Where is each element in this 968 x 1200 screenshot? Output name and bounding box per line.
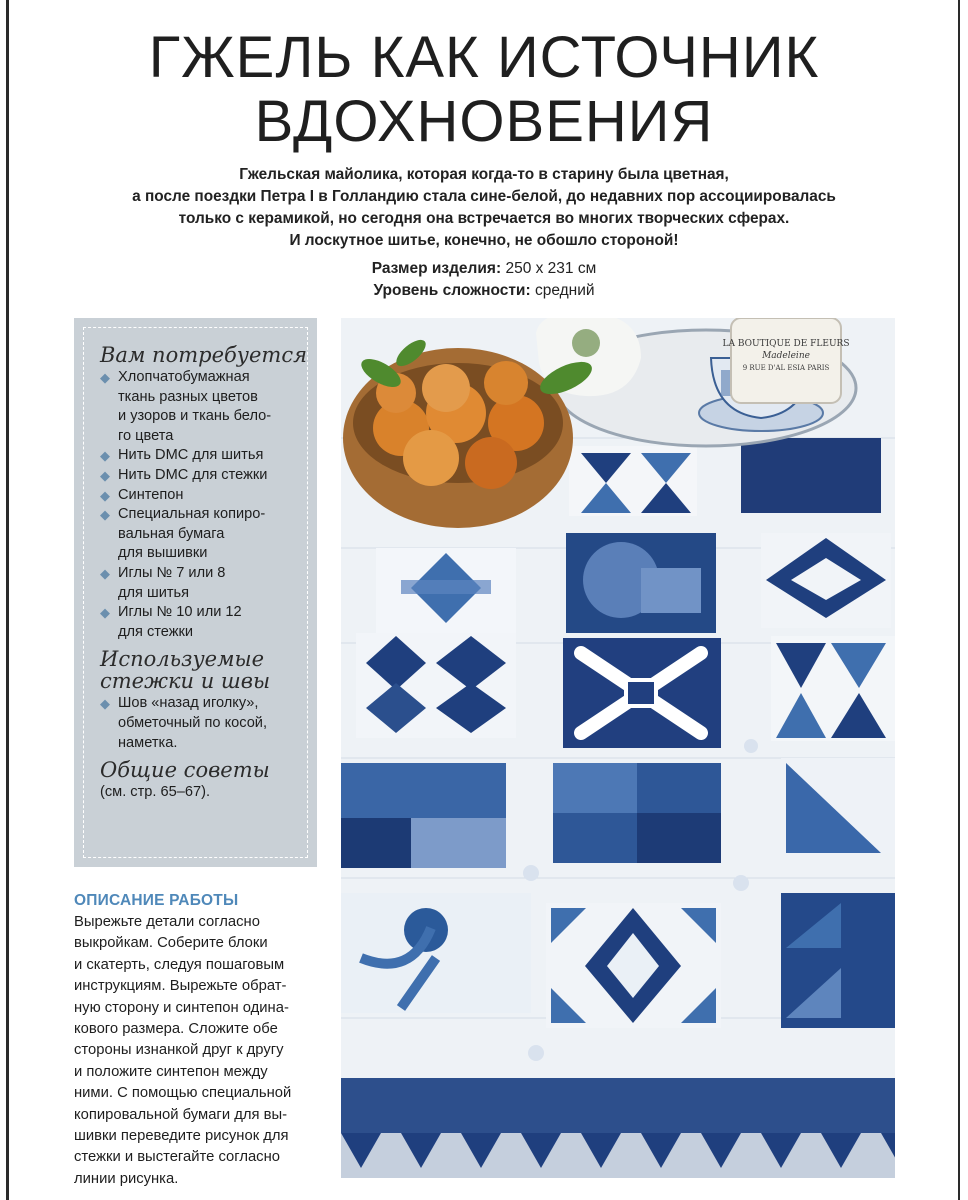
level-spec: [250, 280, 718, 302]
quilt-block-patch-center: [553, 763, 721, 863]
intro-line: а после поездки Петра I в Голландию стала сине-белой, до недавних пор ассоциировалась: [132, 188, 836, 205]
product-specs: [250, 258, 718, 302]
level-label: Уровень сложности:: [373, 282, 531, 299]
quilt-photo: [341, 318, 895, 1178]
needs-item: ◆ Нить DMC для стежки: [100, 466, 310, 486]
diamond-bullet-icon: ◆: [100, 605, 110, 621]
intro-line: только с керамикой, но сегодня она встречается во многих творческих сферах.: [178, 210, 790, 227]
size-value: 250 х 231 см: [505, 260, 597, 277]
page-frame-right: [958, 0, 960, 1200]
diamond-bullet-icon: ◆: [100, 487, 110, 503]
needs-item: ◆ Специальная копиро- вальная бумага для вышивки: [100, 506, 266, 562]
description-line: и скатерть, следуя пошаговым: [74, 956, 285, 973]
description-line: инструкциям. Вырежьте обрат-: [74, 978, 287, 995]
quilt-block-diamond-grid: [356, 633, 516, 738]
description-line: ную сторону и синтепон одина-: [74, 999, 289, 1016]
stitches-heading: Используемые стежки и швы: [100, 647, 271, 694]
title-line: ГЖЕЛЬ КАК ИСТОЧНИК: [148, 25, 820, 90]
quilt-border-band: [341, 1078, 895, 1133]
sidebar-content: [100, 344, 310, 803]
article-intro: [60, 164, 908, 252]
needs-item: ◆ Нить DMC для шитья: [100, 446, 310, 466]
quilt-border-triangles: [341, 1133, 895, 1178]
description-line: шивки переведите рисунок для: [74, 1128, 289, 1145]
materials-sidebar: [74, 318, 317, 867]
needs-list: [100, 368, 310, 642]
quilt-block-strips-left: [341, 763, 506, 868]
quilt-block-triangles-right: [771, 636, 895, 741]
description-line: кового размера. Сложите обе: [74, 1021, 278, 1038]
size-label: Размер изделия:: [371, 260, 502, 277]
intro-line: И лоскутное шитье, конечно, не обошло стороной!: [289, 232, 679, 249]
size-spec: [250, 258, 718, 280]
diamond-bullet-icon: ◆: [100, 507, 110, 523]
tips-note: (см. стр. 65–67).: [100, 784, 211, 801]
needs-item: ◆ Иглы № 7 или 8 для шитья: [100, 564, 226, 601]
quilt-block-dark-right: [781, 893, 895, 1028]
title-line: ВДОХНОВЕНИЯ: [254, 89, 714, 154]
quilt-block-circle: [566, 533, 716, 633]
stitches-list: [100, 694, 310, 753]
description-line: и положите синтепон между: [74, 1063, 268, 1080]
jar-label-line: LA BOUTIQUE DE FLEURS: [722, 339, 850, 349]
article-title: [60, 26, 908, 154]
description-line: копировальной бумаги для вы-: [74, 1106, 288, 1123]
quilt-block-star-top: [569, 446, 697, 516]
description-heading: ОПИСАНИЕ РАБОТЫ: [74, 892, 239, 909]
diamond-bullet-icon: ◆: [100, 448, 110, 464]
page-frame-left: [6, 0, 9, 1200]
description-line: линии рисунка.: [74, 1170, 179, 1187]
quilt-block-dark-top: [741, 438, 881, 513]
quilt-block-diamonds-left: [376, 548, 516, 633]
quilt-block-ohio-star: [546, 903, 721, 1028]
quilt-block-white-cross: [563, 638, 721, 748]
diamond-bullet-icon: ◆: [100, 467, 110, 483]
diamond-bullet-icon: ◆: [100, 565, 110, 581]
quilt-block-branch-left: [341, 893, 531, 1013]
quilt-block-star-right: [761, 533, 891, 628]
description-body: [74, 912, 329, 1190]
description-line: ними. С помощью специальной: [74, 1085, 292, 1102]
description-line: стороны изнанкой друг к другу: [74, 1042, 284, 1059]
diamond-bullet-icon: ◆: [100, 370, 110, 385]
needs-item: ◆ Иглы № 10 или 12 для стежки: [100, 604, 242, 640]
jar-label-line: Madeleine: [762, 351, 810, 361]
needs-item: ◆ Синтепон: [100, 486, 310, 506]
stitches-item: ◆ Шов «назад иголку», обметочный по косой, наметка.: [100, 695, 268, 751]
description-line: Вырежьте детали согласно: [74, 914, 260, 930]
quilt-block-triangle-right: [781, 758, 895, 853]
needs-heading: Вам потребуется: [100, 343, 307, 367]
intro-line: Гжельская майолика, которая когда-то в старину была цветная,: [239, 166, 729, 183]
level-value: средний: [534, 282, 595, 299]
quilt-illustration: [341, 318, 895, 1178]
needs-item: ◆ Хлопчатобумажная ткань разных цветов и узоров и ткань бело- го цвета: [100, 369, 272, 444]
jar-label-line: 9 RUE D'AL ESIA PARIS: [742, 364, 830, 372]
tips-heading: Общие советы: [100, 758, 270, 783]
description-line: выкройкам. Соберите блоки: [74, 935, 268, 952]
diamond-bullet-icon: ◆: [100, 696, 110, 712]
description-line: стежки и выстегайте согласно: [74, 1149, 280, 1166]
